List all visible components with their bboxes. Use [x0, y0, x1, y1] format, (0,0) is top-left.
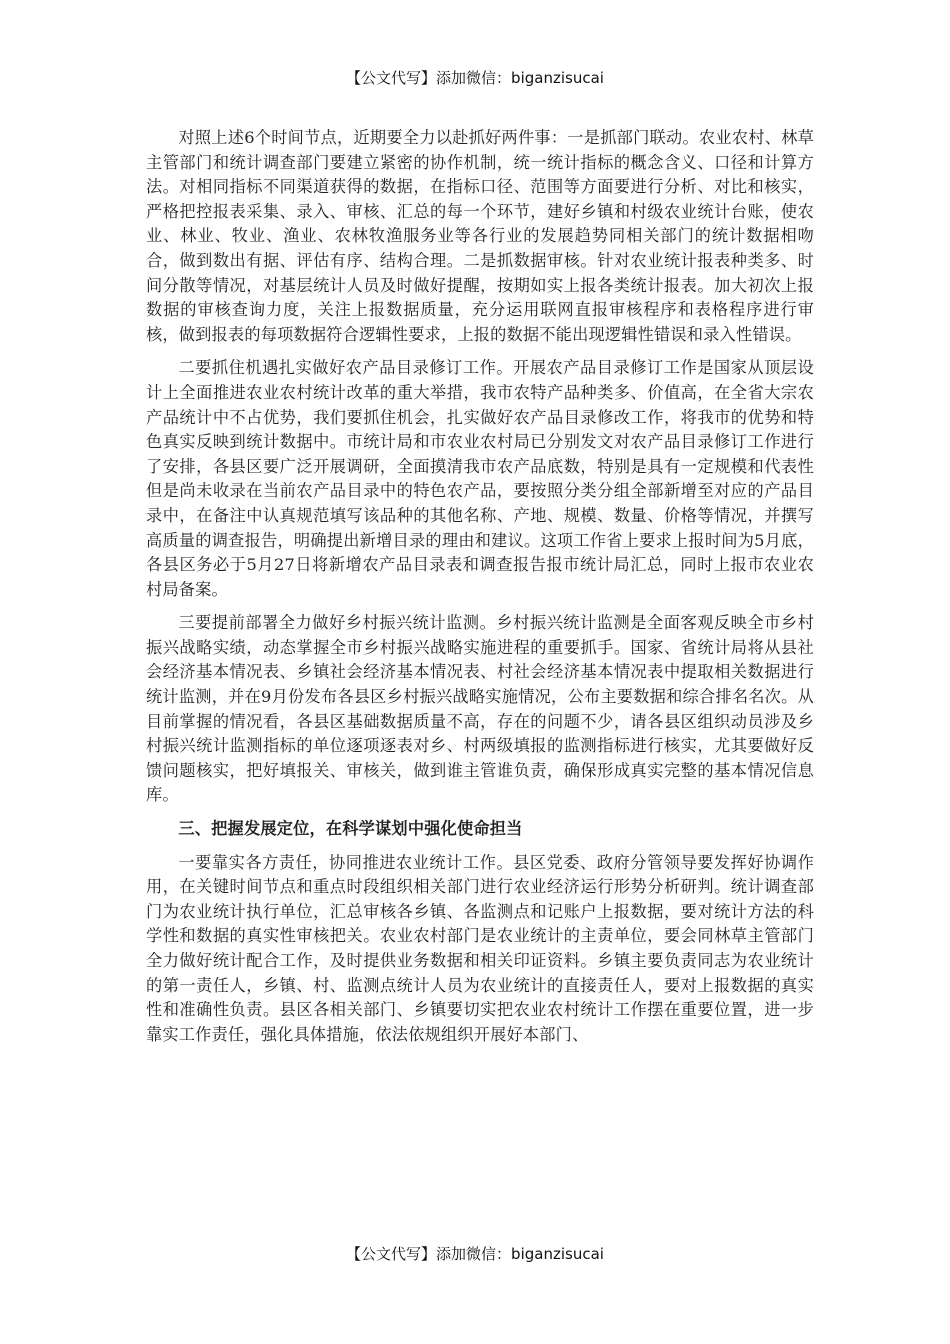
document-body	[146, 126, 814, 1056]
paragraph-department-coordination: 对照上述6个时间节点，近期要全力以赴抓好两件事：一是抓部门联动。农业农村、林草主管部门和统计调查部门要建立紧密的协作机制，统一统计指标的概念含义、口径和计算方法。对相同指标不同渠道获得的数据，在指标口径、范围等方面要进行分析、对比和核实，严格把控报表采集、录入、审核、汇总的每一个环节，建好乡镇和村级农业统计台账，使农业、林业、牧业、渔业、农林牧渔服务业等各行业的发展趋势同相关部门的统计数据相吻合，做到数出有据、评估有序、结构合理。二是抓数据审核。针对农业统计报表种类多、时间分散等情况，对基层统计人员及时做好提醒，按期如实上报各类统计报表。加大初次上报数据的审核查询力度，关注上报数据质量，充分运用联网直报审核程序和表格程序进行审核，做到报表的每项数据符合逻辑性要求，上报的数据不能出现逻辑性错误和录入性错误。	[146, 128, 814, 344]
section-heading-3: 三、把握发展定位，在科学谋划中强化使命担当	[178, 819, 523, 839]
page-header: 【公文代写】添加微信：biganzisucai	[346, 69, 604, 87]
paragraph-responsibilities: 一要靠实各方责任，协同推进农业统计工作。县区党委、政府分管领导要发挥好协调作用，在关键时间节点和重点时段组织相关部门进行农业经济运行形势分析研判。统计调查部门为农业统计执行单位，汇总审核各乡镇、各监测点和记账户上报数据，要对统计方法的科学性和数据的真实性审核把关。农业农村部门是农业统计的主责单位，要会同林草主管部门全力做好统计配合工作，及时提供业务数据和相关印证资料。乡镇主要负责同志为农业统计的第一责任人，乡镇、村、监测点统计人员为农业统计的直接责任人，要对上报数据的真实性和准确性负责。县区各相关部门、乡镇要切实把农业农村统计工作摆在重要位置，进一步靠实工作责任，强化具体措施，依法依规组织开展好本部门、	[146, 852, 814, 1044]
page-footer: 【公文代写】添加微信：biganzisucai	[346, 1245, 604, 1263]
paragraph-rural-revitalization: 三要提前部署全力做好乡村振兴统计监测。乡村振兴统计监测是全面客观反映全市乡村振兴战略实绩，动态掌握全市乡村振兴战略实施进程的重要抓手。国家、省统计局将从县社会经济基本情况表、乡镇社会经济基本情况表、村社会经济基本情况表中提取相关数据进行统计监测，并在9月份发布各县区乡村振兴战略实施情况，公布主要数据和综合排名名次。从目前掌握的情况看，各县区基础数据质量不高，存在的问题不少，请各县区组织动员涉及乡村振兴统计监测指标的单位逐项逐表对乡、村两级填报的监测指标进行核实，尤其要做好反馈问题核实，把好填报关、审核关，做到谁主管谁负责，确保形成真实完整的基本情况信息库。	[146, 613, 814, 805]
paragraph-product-catalog: 二要抓住机遇扎实做好农产品目录修订工作。开展农产品目录修订工作是国家从顶层设计上全面推进农业农村统计改革的重大举措，我市农特产品种类多、价值高，在全省大宗农产品统计中不占优势，我们要抓住机会，扎实做好农产品目录修改工作，将我市的优势和特色真实反映到统计数据中。市统计局和市农业农村局已分别发文对农产品目录修订工作进行了安排，各县区要广泛开展调研，全面摸清我市农产品底数，特别是具有一定规模和代表性但是尚未收录在当前农产品目录中的特色农产品，要按照分类分组全部新增至对应的产品目录中，在备注中认真规范填写该品种的其他名称、产地、规模、数量、价格等情况，并撰写高质量的调查报告，明确提出新增目录的理由和建议。这项工作省上要求上报时间为5月底，各县区务必于5月27日将新增农产品目录表和调查报告报市统计局汇总，同时上报市农业农村局备案。	[146, 358, 814, 599]
